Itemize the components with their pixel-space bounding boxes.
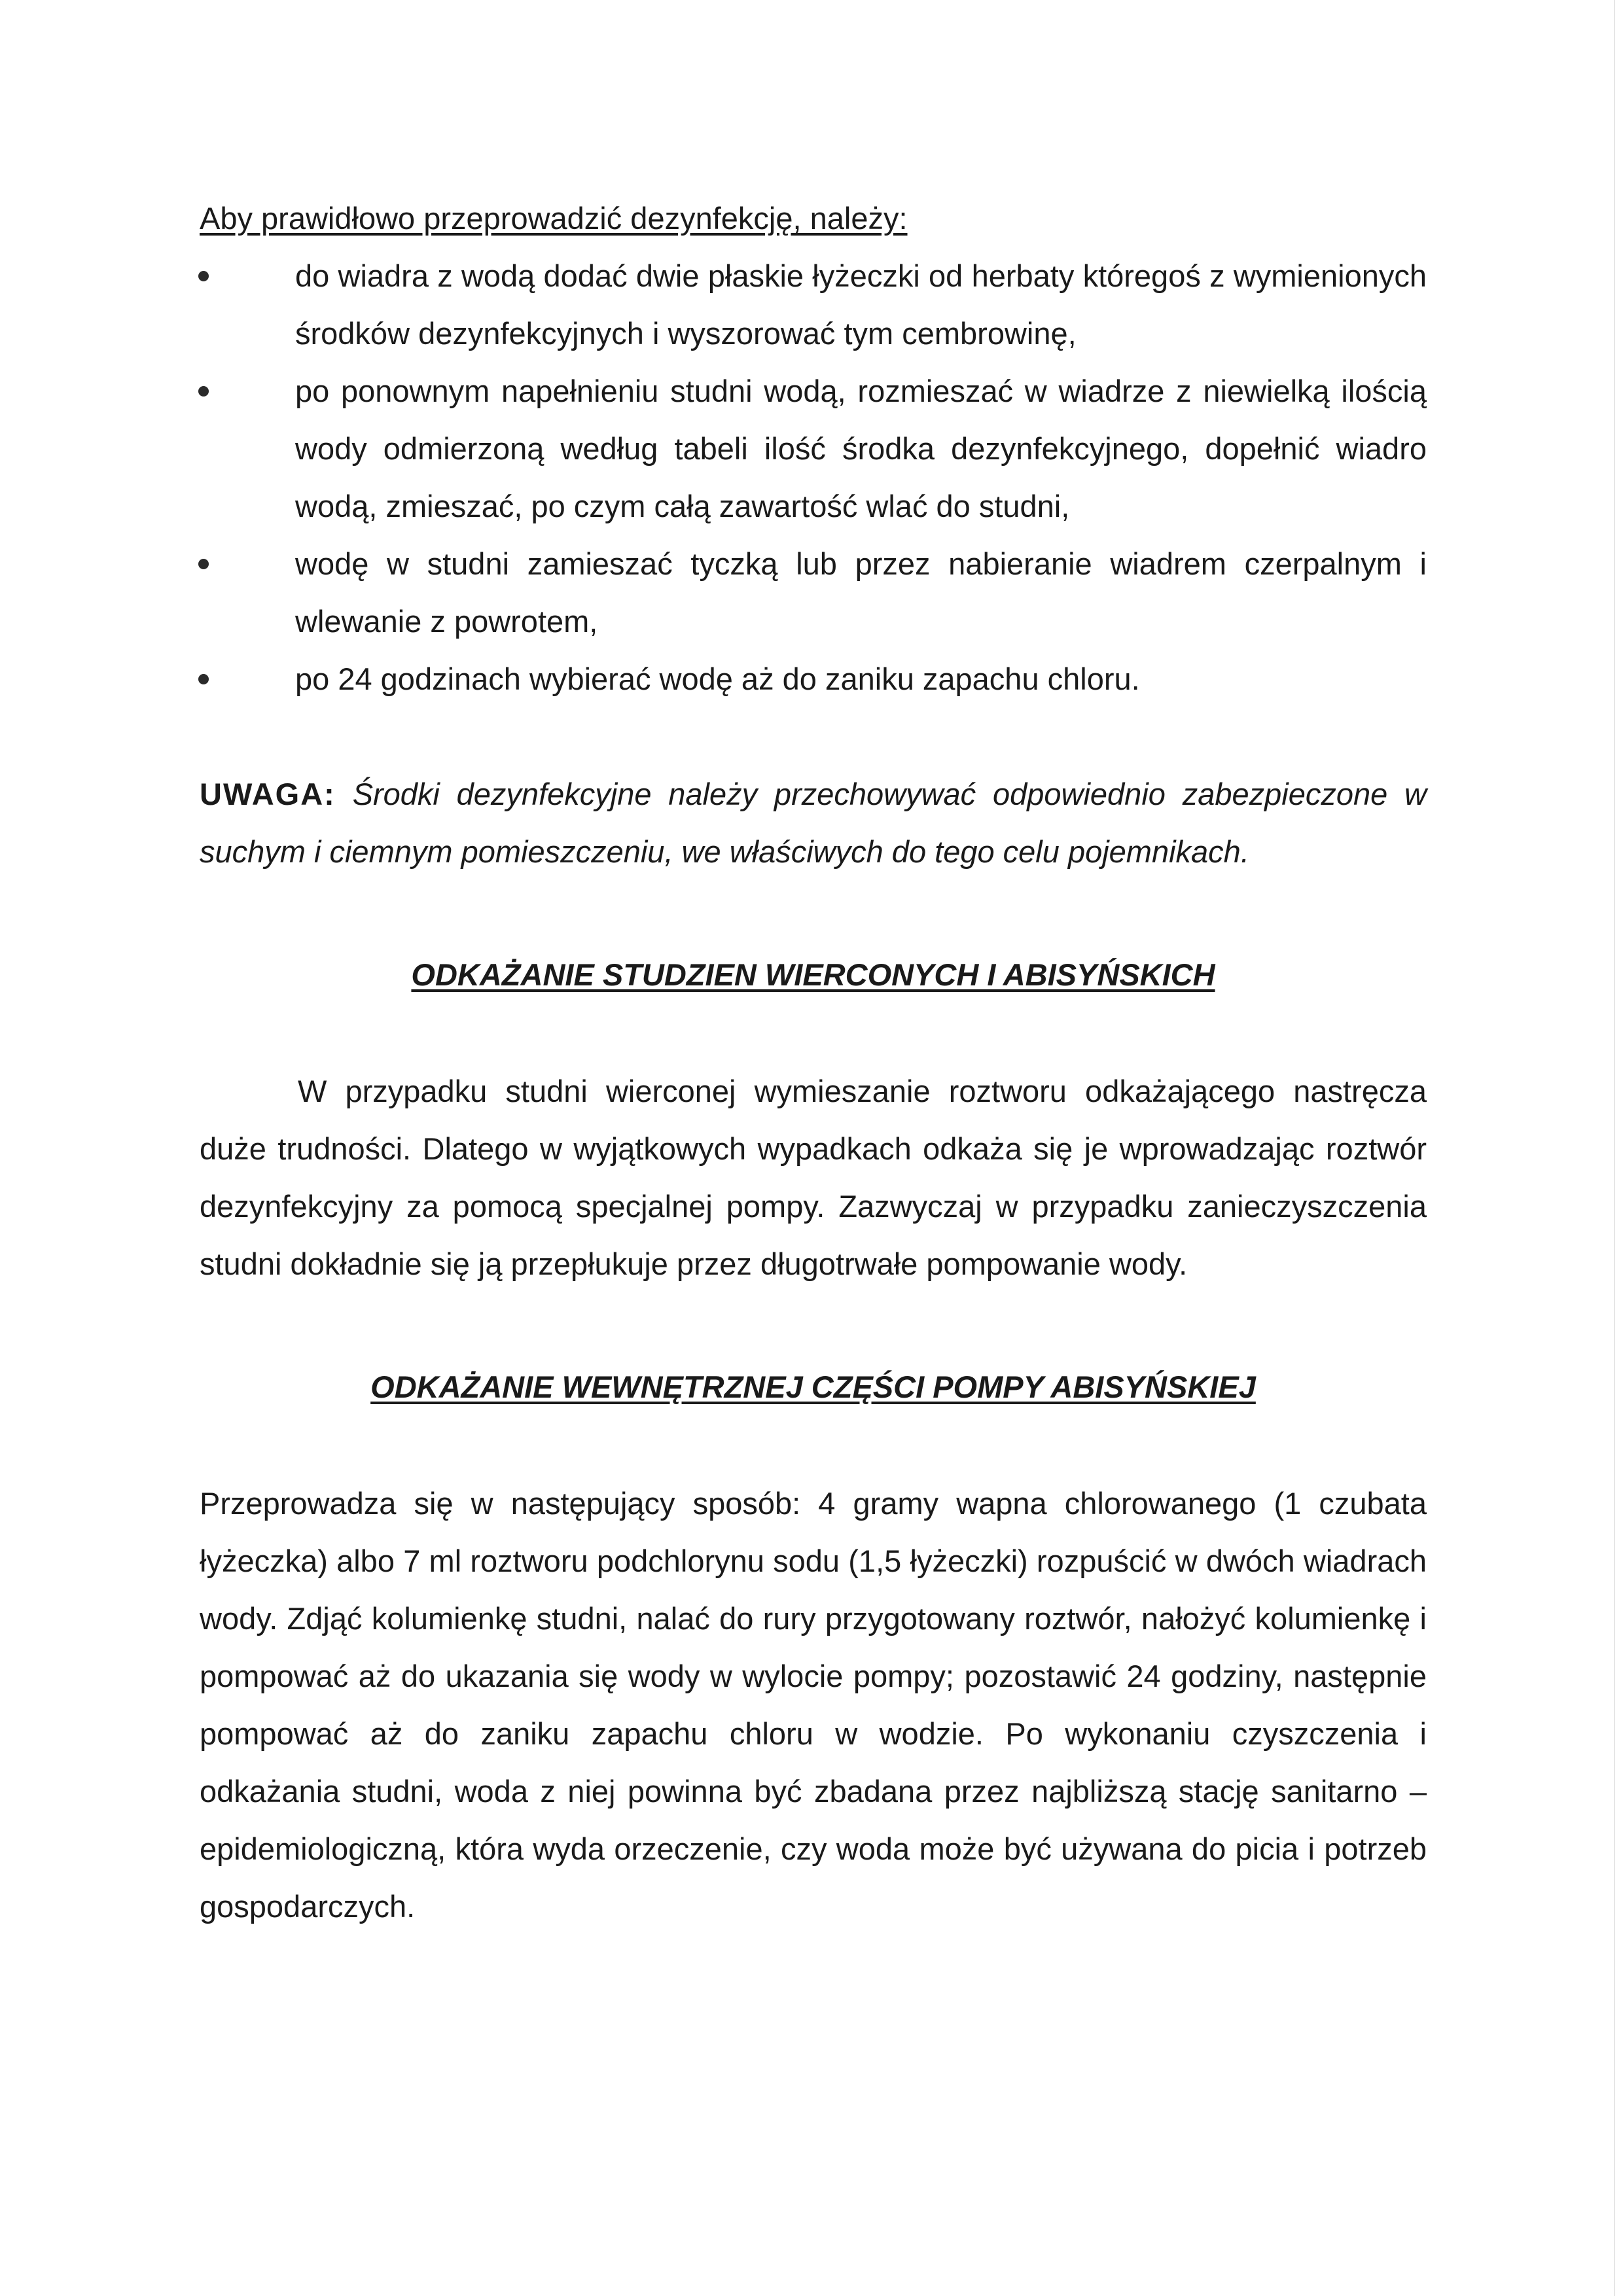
bullet-icon <box>198 271 209 281</box>
document-page <box>200 190 1427 1935</box>
step-text: po 24 godzinach wybierać wodę aż do zaniku zapachu chloru. <box>295 662 1140 696</box>
section-heading-drilled-wells: ODKAŻANIE STUDZIEN WIERCONYCH I ABISYŃSKICH <box>411 957 1215 992</box>
intro-line: Aby prawidłowo przeprowadzić dezynfekcję, należy: <box>200 201 908 236</box>
step-text: do wiadra z wodą dodać dwie płaskie łyżeczki od herbaty któregoś z wymienionych środków dezynfekcyjnych i wyszorować tym cembrowinę, <box>295 258 1427 351</box>
warning-label: UWAGA: <box>200 777 336 811</box>
scan-edge-line <box>1614 0 1615 2296</box>
list-item <box>200 535 1427 650</box>
bullet-icon <box>198 559 209 569</box>
disinfection-steps-list <box>200 247 1427 708</box>
step-text: wodę w studni zamieszać tyczką lub przez nabieranie wiadrem czerpalnym i wlewanie z powrotem, <box>295 546 1427 639</box>
bullet-icon <box>198 674 209 684</box>
section-paragraph-pump: Przeprowadza się w następujący sposób: 4 gramy wapna chlorowanego (1 czubata łyżeczka) albo 7 ml roztworu podchlorynu sodu (1,5 łyżeczki) rozpuścić w dwóch wiadrach wody. Zdjąć kolumienkę studni, nalać do rury przygotowany roztwór, nałożyć kolumienkę i pompować aż do ukazania się wody w wylocie pompy; pozostawić 24 godziny, następnie pompować aż do zaniku zapachu chloru w wodzie. Po wykonaniu czyszczenia i odkażania studni, woda z niej powinna być zbadana przez najbliższą stację sanitarno – epidemiologiczną, która wyda orzeczenie, czy woda może być używana do picia i potrzeb gospodarczych. <box>200 1486 1427 1924</box>
bullet-icon <box>198 386 209 397</box>
list-item <box>200 650 1427 708</box>
warning-note <box>200 766 1427 881</box>
section-heading-pump: ODKAŻANIE WEWNĘTRZNEJ CZĘŚCI POMPY ABISYŃSKIEJ <box>370 1369 1256 1404</box>
step-text: po ponownym napełnieniu studni wodą, rozmieszać w wiadrze z niewielką ilością wody odmierzoną według tabeli ilość środka dezynfekcyjnego, dopełnić wiadro wodą, zmieszać, po czym całą zawartość wlać do studni, <box>295 374 1427 523</box>
section-paragraph-drilled-wells: W przypadku studni wierconej wymieszanie roztworu odkażającego nastręcza duże trudności. Dlatego w wyjątkowych wypadkach odkaża się je wprowadzając roztwór dezynfekcyjny za pomocą specjalnej pompy. Zazwyczaj w przypadku zanieczyszczenia studni dokładnie się ją przepłukuje przez długotrwałe pompowanie wody. <box>200 1074 1427 1281</box>
warning-text: Środki dezynfekcyjne należy przechowywać odpowiednio zabezpieczone w suchym i ciemnym pomieszczeniu, we właściwych do tego celu pojemnikach. <box>200 777 1427 869</box>
list-item <box>200 247 1427 362</box>
list-item <box>200 362 1427 535</box>
